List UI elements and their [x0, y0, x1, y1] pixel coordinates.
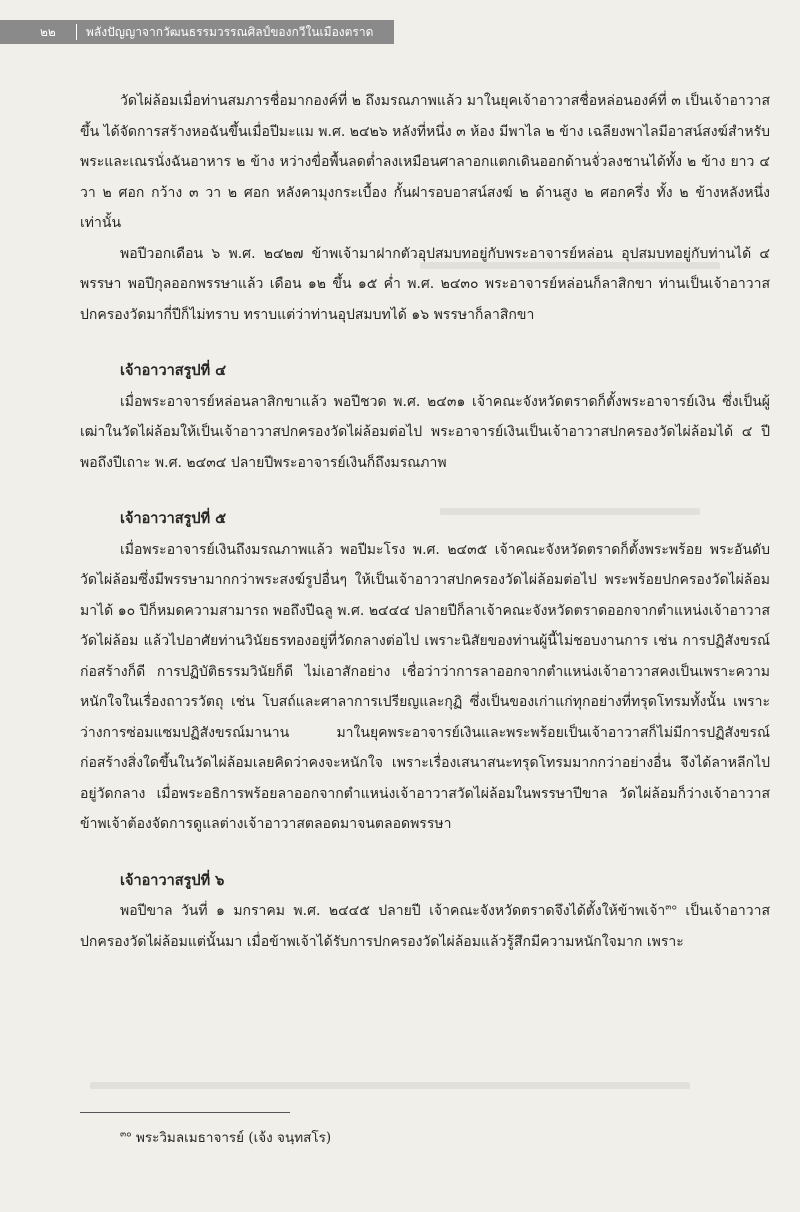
paragraph-ordination: พอปีวอกเดือน ๖ พ.ศ. ๒๔๒๗ ข้าพเจ้ามาฝากตัวอุปสมบทอยู่กับพระอาจารย์หล่อน อุปสมบทอยู่กับท่านได้ ๔ พรรษา พอปีกุลออกพรรษาแล้ว เดือน ๑๒ ขึ้น ๑๕ ค่ำ พ.ศ. ๒๔๓๐ พระอาจารย์หล่อนก็ลาสิกขา ท่านเป็นเจ้าอาวาสปกครองวัดมากี่ปีก็ไม่ทราบ ทราบแต่ว่าท่านอุปสมบทได้ ๑๖ พรรษาก็ลาสิกขา — [80, 245, 770, 323]
book-title: พลังปัญญาจากวัฒนธรรมวรรณศิลป์ของกวีในเมืองตราด — [86, 25, 374, 39]
paragraph-abbot-6-end: เป็นเจ้าอาวาสปกครองวัดไผ่ล้อมแต่นั้นมา เมื่อข้าพเจ้าได้รับการปกครองวัดไผ่ล้อมแล้วรู้สึกมีความหนักใจมาก เพราะ — [80, 903, 770, 950]
footnote-reference: ๓๐ — [665, 902, 677, 913]
footnote — [120, 1128, 331, 1148]
paragraph-abbot-6 — [80, 896, 770, 957]
heading-abbot-6: เจ้าอาวาสรูปที่ ๖ — [120, 871, 225, 889]
bleed-through-mark — [90, 1082, 690, 1089]
page-number: ๒๒ — [40, 25, 56, 39]
footnote-rule — [80, 1112, 290, 1113]
paragraph-hall-construction: วัดไผ่ล้อมเมื่อท่านสมภารชื่อมากองค์ที่ ๒ ถึงมรณภาพแล้ว มาในยุคเจ้าอาวาสชื่อหล่อนองค์ที่ ๓ เป็นเจ้าอาวาสขึ้น ได้จัดการสร้างหอฉันขึ้นเมื่อปีมะแม พ.ศ. ๒๔๒๖ หลังที่หนึ่ง ๓ ห้อง มีพาไล ๒ ข้าง เฉลียงพาไลมีอาสน์สงฆ์สำหรับพระและเณรนั่งฉันอาหาร ๒ ข้าง หว่างขื่อพื้นลดต่ำลงเหมือนศาลาอกแตกเดินออกด้านจั่วลงชานได้ทั้ง ๒ ข้าง ยาว ๔ วา ๒ ศอก กว้าง ๓ วา ๒ ศอก หลังคามุงกระเบื้อง กั้นฝารอบอาสน์สงฆ์ ๒ ด้านสูง ๒ ศอกครึ่ง ทั้ง ๒ ข้างหลังหนึ่งเท่านั้น — [80, 93, 770, 231]
heading-abbot-4: เจ้าอาวาสรูปที่ ๔ — [120, 362, 227, 379]
heading-abbot-5: เจ้าอาวาสรูปที่ ๕ — [120, 510, 227, 527]
paragraph-abbot-4: เมื่อพระอาจารย์หล่อนลาสิกขาแล้ว พอปีชวด พ.ศ. ๒๔๓๑ เจ้าคณะจังหวัดตราดก็ตั้งพระอาจารย์เงิน ซึ่งเป็นผู้เฒ่าในวัดไผ่ล้อมให้เป็นเจ้าอาวาสปกครองวัดไผ่ล้อมต่อไป พระอาจารย์เงินเป็นเจ้าอาวาสปกครองวัดไผ่ล้อมได้ ๔ ปี พอถึงปีเถาะ พ.ศ. ๒๔๓๔ ปลายปีพระอาจารย์เงินก็ถึงมรณภาพ — [80, 393, 770, 471]
footnote-text: พระวิมลเมธาจารย์ (เจ้ง จนฺทสโร) — [135, 1130, 332, 1146]
paragraph-abbot-5: เมื่อพระอาจารย์เงินถึงมรณภาพแล้ว พอปีมะโรง พ.ศ. ๒๔๓๕ เจ้าคณะจังหวัดตราดก็ตั้งพระพร้อย พระอันดับวัดไผ่ล้อมซึ่งมีพรรษามากกว่าพระสงฆ์รูปอื่นๆ ให้เป็นเจ้าอาวาสปกครองวัดไผ่ล้อมต่อไป พระพร้อยปกครองวัดไผ่ล้อมมาได้ ๑๐ ปีก็หมดความสามารถ พอถึงปีฉลู พ.ศ. ๒๔๔๔ ปลายปีก็ลาเจ้าคณะจังหวัดตราดออกจากตำแหน่งเจ้าอาวาสวัดไผ่ล้อม แล้วไปอาศัยท่านวินัยธรทองอยู่ที่วัดกลางต่อไป เพราะนิสัยของท่านผู้นี้ไม่ชอบงานการ เช่น การปฏิสังขรณ์ก่อสร้างก็ดี การปฏิบัติธรรมวินัยก็ดี ไม่เอาสักอย่าง เชื่อว่าว่าการลาออกจากตำแหน่งเจ้าอาวาสคงเป็นเพราะความหนักใจในเรื่องถาวรวัตถุ เช่น โบสถ์และศาลาการเปรียญและกุฏิ ซึ่งเป็นของเก่าแก่ทุกอย่างที่ทรุดโทรมทั้งนั้น เพราะว่างการซ่อมแซมปฏิสังขรณ์มานาน มาในยุคพระอาจารย์เงินและพระพร้อยเป็นเจ้าอาวาสก็ไม่มีการปฏิสังขรณ์ก่อสร้างสิ่งใดขึ้นในวัดไผ่ล้อมเลยคิดว่าคงจะหนักใจ เพราะเรื่องเสนาสนะทรุดโทรมมากกว่าอย่างอื่น จึงได้ลาหลีกไปอยู่วัดกลาง เมื่อพระอธิการพร้อยลาออกจากตำแหน่งเจ้าอาวาสวัดไผ่ล้อมในพรรษาปีขาล วัดไผ่ล้อมก็ว่างเจ้าอาวาส ข้าพเจ้าต้องจัดการดูแลต่างเจ้าอาวาสตลอดมาจนตลอดพรรษา — [80, 541, 770, 832]
header-divider — [76, 24, 77, 40]
running-header — [0, 20, 394, 44]
footnote-mark: ๓๐ — [120, 1129, 132, 1140]
main-text — [80, 86, 770, 957]
paragraph-abbot-6-start: พอปีขาล วันที่ ๑ มกราคม พ.ศ. ๒๔๔๕ ปลายปี เจ้าคณะจังหวัดตราดจึงได้ตั้งให้ข้าพเจ้า — [120, 903, 666, 919]
